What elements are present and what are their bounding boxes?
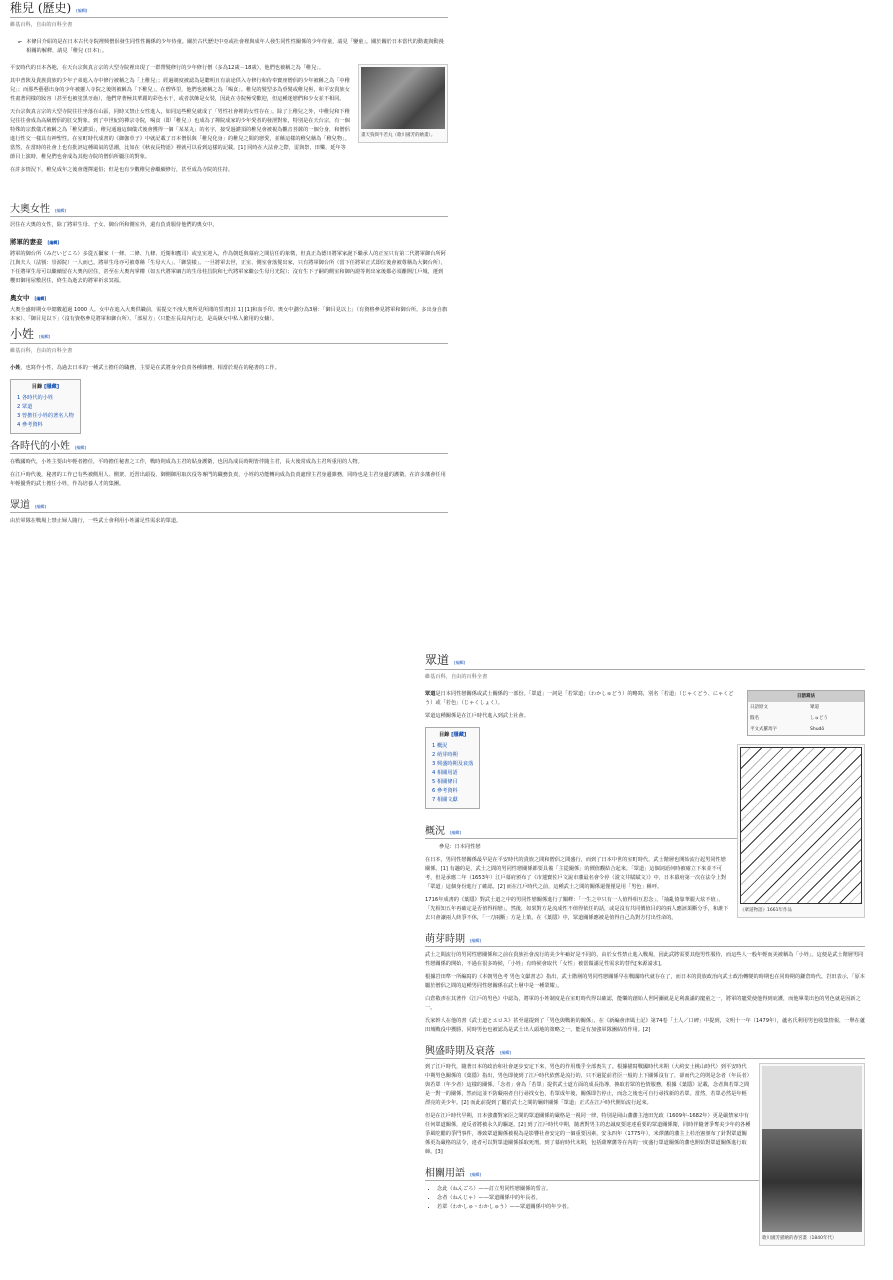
paragraph: 在戰國時代，小姓主要由年輕者擔任，平時擔任秘書之工作，戰時則成為主君的貼身護衛，也因為成長時期皆伴隨主君，長大後常成為主君所重用的人物。 [10, 459, 363, 465]
paragraph: 將軍的御台所（みだいどころ）多從五攝家（一條、二條、九條、近衛和鷹司）或皇室迎入，作為朝廷與幕府之間信任的象徵，但真正為德川將軍家誕下繼承人的正室只有第二代將軍御台所阿江與夫人（法號：崇源院）一人而已。將軍生母亦可被尊稱「生母大人」、「御袋樣」。一旦將軍去世，正室、側室會落髮出家，只有將軍御台所（當下任將軍正式即位後會被尊稱為大御台所），下任將軍生母可以繼續留在大奧內居住，甚至在大奧內掌權（如五代將軍綱吉的生母桂昌院和七代將軍家繼公生母月光院）；沒有生下子嗣的側室和御內證等則出家後都必須離開江戶城，遷到櫻田御用屋敷居住，終生為逝去的將軍祈求冥福。 [10, 251, 446, 284]
edit-link[interactable]: [編輯] [39, 334, 51, 339]
toc-item[interactable]: 6 參考資料 [432, 788, 458, 794]
paragraph: 由於軍隊在戰場上禁止婦人隨行，一些武士會利用小姓滿足性需求的眾道。 [10, 518, 182, 524]
edit-link[interactable]: [編輯] [470, 938, 482, 943]
page-title-kosho: 小姓 [編輯] [10, 330, 448, 344]
toc-item[interactable]: 4 參考資料 [17, 422, 43, 428]
paragraph: 大奧全盛時期女中總數超過 1000 人。女中在進入大奧供職前，需提交不洩大奧所見所聞的誓書[註 1] [1]和血手印。奧女中劃分為3層：「御目見以上」（有資格參見將軍和御台所，多出身自旗本家）、「御目見以下」（沒有資格參見將軍和御台所）、「部屋方」（只能在長局內行走，是高級女中私人僱用的女傭）。 [10, 307, 448, 322]
toc-item[interactable]: 2 萌芽時期 [432, 752, 458, 758]
paragraph: 在江戶時代後，秘書的工作已有些被側用人、側衆、近習出頭役、御側御用取次役等專門的職務負責，小姓的功能轉向成為負責處理主君身邊雜務，同時也是主君身邊的護衛。在許多藩會任用年輕優秀的武士擔任小姓，作為培養人才的集團。 [10, 472, 446, 487]
disambig-icon: ⟜ [18, 39, 23, 45]
article-chigo [10, 1, 448, 530]
edit-link[interactable]: [編輯] [35, 504, 47, 509]
list-item: • 念者（ねんじゃ）——眾道關係中的年長者。 [437, 1194, 865, 1203]
edit-link[interactable]: [編輯] [55, 208, 67, 213]
article-shudo [425, 653, 865, 1250]
infobox-row: 假名 しゅどう [750, 716, 828, 721]
section-heading: 各時代的小姓 [編輯] [10, 442, 448, 454]
toc-item[interactable]: 1 概況 [432, 743, 448, 749]
illustration-image[interactable] [361, 67, 445, 129]
hatnote: ⟜ 本條目介紹的是在日本古代寺院裡興僧侶發生同性性關係的少年侍童。關於古代歷史中亞或社會裡與成年人發生同性性關係的少年侍童，請見「孌童」。關於關於日本當代的動畫與動漫相關的解釋，請見「稚兒 (日本)」。 [18, 39, 444, 54]
toc-toggle[interactable]: [隱藏] [451, 732, 467, 738]
infobox: 日語寫法 日語原文 眾道 假名 しゅどう 平文式羅馬字 Shudō [747, 690, 865, 736]
subsection-heading: 將軍的妻妾 [編輯] [10, 238, 60, 246]
toc-item[interactable]: 2 眾道 [17, 404, 33, 410]
section-heading: 大奧女性 [編輯] [10, 205, 448, 217]
paragraph: 小姓，也寫作小性，為過去日本的一種武士擔任的職務，主要是在武將身旁負責各種雜務，相當於現在的秘書的工作。 [10, 365, 280, 371]
paragraph: 眾道是日本同性戀關係或武士關係的一部份。「眾道」一詞是「若眾道」（わかしゅどう）的略寫，別名「若道」（じゃくどう、にゃくどう）或「若色」（じゃくしょく）。 [425, 691, 734, 706]
edit-link[interactable]: [編輯] [76, 8, 88, 13]
page-title: 稚兒 (歷史) [編輯] [10, 4, 448, 18]
image-thumb[interactable] [358, 64, 448, 143]
edit-link[interactable]: [編輯] [454, 660, 466, 665]
toc-item[interactable]: 7 相關文獻 [432, 797, 458, 803]
section-heading: 興盛時期及衰落 [編輯] [425, 1047, 865, 1059]
list-item: • 若眾（わかしゅ・わかしゅう）——眾道關係中的年少者。 [437, 1203, 865, 1212]
toc-toggle[interactable]: [隱藏] [43, 384, 60, 390]
edit-link[interactable]: [編輯] [470, 1172, 482, 1177]
paragraph: 但是在江戶時代早期，日本強藩對家臣之間的眾道關係的嚴格是一視同一律，特別是岡山藩藩主池田光政（1609年-1682年）更是嚴禁家中有任何眾道關係，違反者將被永久的驅逐。[2] 到了江戶時代中期，隨著對男主的忠誠度要達達重要的眾道關係衛，同時伴隨著爭奪美少年的各種爭風吃醋的爭鬥事件，導致眾道關係被視為是影響社會安定的一個重要因素，安永四年（1775年），米澤藩的藩主上杉治憲頒布了針對眾道關係更為嚴格的法令，違者可以對眾道關係採取死刑。到了幕府時代末期，包括薩摩藩等在內的一度盛行眾道關係的藩也開始對眾道關係進行取締。[3] [425, 1113, 751, 1155]
image-thumb[interactable] [759, 1063, 865, 1246]
paragraph: 平安時代的日本各地，在天台宗與真言宗的大型寺院裡出現了一群帶髮修行的少年修行僧（多為12歲－18歲），他們也被稱之為「稚兒」。 [10, 65, 325, 71]
toc-item[interactable]: 4 相關用語 [432, 770, 458, 776]
subtitle: 維基百科，自由的百科全書 [10, 22, 73, 28]
edit-link[interactable]: [編輯] [47, 240, 60, 245]
edit-link[interactable]: [編輯] [500, 1050, 512, 1055]
toc-item[interactable]: 3 曾擔任小姓的著名人物 [17, 413, 74, 419]
image-caption: 歌川國芳描繪的春宮畫（1840年代） [762, 1236, 837, 1241]
paragraph: 白倉敬彥在其著作《江戶的男色》中認為，將軍的小姓制度是在室町時代得以確認，能樂的創始人世阿彌就是足利義滿的寵童之一，將軍的寵愛使他得到庇護，而他畢業出色的男色就是因新之一。 [425, 996, 861, 1011]
section-heading: 眾道 [編輯] [10, 501, 448, 513]
toc-item[interactable]: 3 興盛時期及衰落 [432, 761, 474, 767]
infobox-row: 平文式羅馬字 Shudō [750, 727, 825, 732]
paragraph: 氏家幹人在他的書《武士道とエロス》甚至還提到了「男色與戰術的關係」，在《新編會津風土記》第74卷「土人／口碑」中提到，文明十一年（1479年），蘆名氏利用男色收集情報，一舉在蘆田城戰役中獲勝，同時男色也被認為是武士出人頭地的策略之一，能是有加強軍隊團結的作用。[2] [425, 1018, 865, 1033]
ukiyoe-image[interactable] [762, 1066, 862, 1232]
see-also: 參見：日本同性戀 [439, 844, 481, 850]
page-title: 眾道 [編輯] [425, 656, 865, 670]
subtitle: 維基百科，自由的百科全書 [425, 674, 488, 680]
infobox-row: 日語原文 眾道 [750, 705, 819, 710]
toc-item[interactable]: 1 各時代的小姓 [17, 395, 54, 401]
subsection-heading: 奧女中 [編輯] [10, 294, 47, 302]
table-of-contents: 目錄 [隱藏] 1 各時代的小姓 2 眾道 3 曾擔任小姓的著名人物 4 參考資料 [10, 379, 81, 434]
paragraph: 根據岩田準一所編寫的《本朝男色考 男色文獻書志》指出，武士階層的男同性戀關係早在戰國時代就存在了，而日本的貴族政治向武士政治轉變的時期也在同時期的鎌倉時代。岩田表示，「原本屬於僧侶之間的這種男同性戀關係在武士層中是一種榮耀」。 [425, 974, 865, 989]
image-thumb[interactable] [737, 744, 865, 918]
image-caption: 《眾道物語》1661年作品 [740, 908, 792, 913]
paragraph: 到了江戶時代，隨著日本的政治和社會逐步安定下來，男色的作用幾乎全部喪失了。根據描寫戰國時代末期（大約安土桃山時代）到平安時代中期男色關係的《葉隱》指出，男色即使到了江戶時代依舊是流行的，只不過從前君臣一般的上下關係沒有了，卻而代之的則是念者（年長者）與若眾（年少者）這樣的關係。「念者」會為「若眾」提供武士道方面的成長指導，換取若眾的色情服務，根據《葉隱》記載，念者與若眾之間是一對一的關係，然而這並不防礙兩者自行尋找女色，若眾成年後，關係即告停止，而念之後也可自行尋找新的若眾。當然，若眾必然是年輕漂亮的美少年。[2] 而此前提到了屬於武士之間的羈絆關係「眾道」正式在江戶時代開始流行起來。 [425, 1064, 750, 1106]
paragraph: 在日本，男同性戀關係最早是在平安時代的貴族之間和僧侶之間盛行，而到了日本中世的室町時代，武士階層也開始流行起男同性戀關係。[1] 有趣的是，武士之間的男同性戀關係都要具備「主從關係」的價值觀結合起來。「眾道」這個詞語何時被確立下來並不可考，但是承應二年（1653年）江戶幕府頒布了《市蓮寶佐戶文說市藩最名會令停（證文井賦賦文）》中，日本幕府第一次在法令上對「眾道」這個身份進行了確認。[2] 而在江戶時代之前，這種武士之間的關係還僅僅是用「男色」稱呼。 [425, 857, 727, 890]
paragraph: 其中普陝及貴族貴族的少年子弟進入寺中修行被稱之為「上稚兒」；經過剃度被認為是聰明且有前途供入寺修行和侍奉寶座僧侶的少年被稱之為「中稚兒」；而那些藝藝出身的少年被靈人寺院之後則被稱為「下稚兒」。在僧界里，他們也被稱之為「喝食」。稚兒的髮型多為垂髮或稚兒髻，和平安貴族女性畫著同樣的妝容（甚至也被塗黑牙齒），他們穿著極其華麗的彩色水干，或者款飾是女裝，因此在寺院極受歡迎，但這種迷戀們和少女並不相同。 [10, 78, 350, 102]
paragraph: 1716年成書的《葉隱》對武士道之中的男同性戀關係進行了闡釋：「一生之中只有一人值得相互思念」、「抽亂倚靠華麗大炫不值」、「先相知五年再確定是否值得相戀」。然後，如果對方是流成性不值得依任的話，或是沒有共同價值目的的兩人應該果斷分手，和誰下去只會讓兩人終爭不休，「一刀兩斷」方是上策。在《葉隱》中，眾道關係應被是值得自己為對方付出性命的。 [425, 897, 729, 921]
edit-link[interactable]: [編輯] [34, 296, 47, 301]
paragraph: 天台宗與真言宗的大型寺院往往坐落在山區，同時又禁止女性進入，如同這些稚兒就成了「男性社會裡的女性存在」。除了上稚兒之外，中稚兒和下稚兒往往會成為高級僧侶的肛交對象。到了中世紀的禪宗寺院，喝食（即「稚兒」）也成為了禪院成家的少年愛者的發泄對象，特別是在天台宗，有一個特殊的宗教儀式被稱之為「稚兒灌頂」，稚兒通過這個儀式後會獲得一個「某某丸」的名字，接受過灌頂的稚兒會被視為觀音菩薩的一個分身，和僧侶進行性交一樣具有神聖性。在室町時代成書的《御伽草子》中就記載了日本僧侶與「稚兒化身」的稚兒之間的戀愛，並稱這樣的稚兒稱為「稚兒物」。當然，在當時的社會上也有批評這種風氣的思潮，比如在《秋夜長物語》裡就可以看到這樣的記載。[1] 同時在大法會之際，雷與祭、田樂、延年等節目上演時，稚兒們也會成為其他寺院的僧侶所屬注的對象。 [10, 109, 350, 160]
edit-link[interactable]: [編輯] [75, 445, 87, 450]
section-heading: 相關用語 [編輯] [425, 1169, 865, 1181]
paragraph: 武士之間流行的男同性戀關係和之前在貴族社會流行的美少年癖好是不同的，由於女性禁止進入戰場，因此武將需要其他男性服侍，而這些人一般年輕而美被稱為「小姓」。這便是武士階層男同性戀關係的開始，不過在很多時候，「小姓」有時候會取代「女性」被當做滿足性需求的替代[來源請求]。 [425, 952, 864, 967]
section-heading: 概況 [編輯] [425, 827, 865, 839]
list-item: • 念此（ねんごろ）——訂立男同性戀關係的誓言。 [437, 1185, 865, 1194]
section-heading: 萌芽時期 [編輯] [425, 935, 865, 947]
paragraph: 在許多情況下，稚兒成年之後會選擇還俗；但是也有少數稚兒會繼續修行，甚至成為寺院的住持。 [10, 167, 234, 173]
table-of-contents: 目錄 [隱藏] 1 概況 2 萌芽時期 3 興盛時期及衰落 4 相關用語 5 相關條目 6 參考資料 7 相關文獻 [425, 727, 480, 809]
subtitle: 維基百科，自由的百科全書 [10, 348, 73, 354]
paragraph: 居住在大奧的女性，除了將軍生母、子女、御台所和側室外，還有負責服侍他們的奧女中。 [10, 222, 218, 228]
toc-item[interactable]: 5 相關條目 [432, 779, 458, 785]
edit-link[interactable]: [編輯] [450, 830, 462, 835]
woodblock-image[interactable] [740, 747, 862, 904]
paragraph: 眾道這種關係是在江戶時代進入到武士社會。 [425, 713, 529, 719]
image-caption: 畫天狗與牛若丸（歌川國芳的繪畫）。 [361, 133, 436, 138]
